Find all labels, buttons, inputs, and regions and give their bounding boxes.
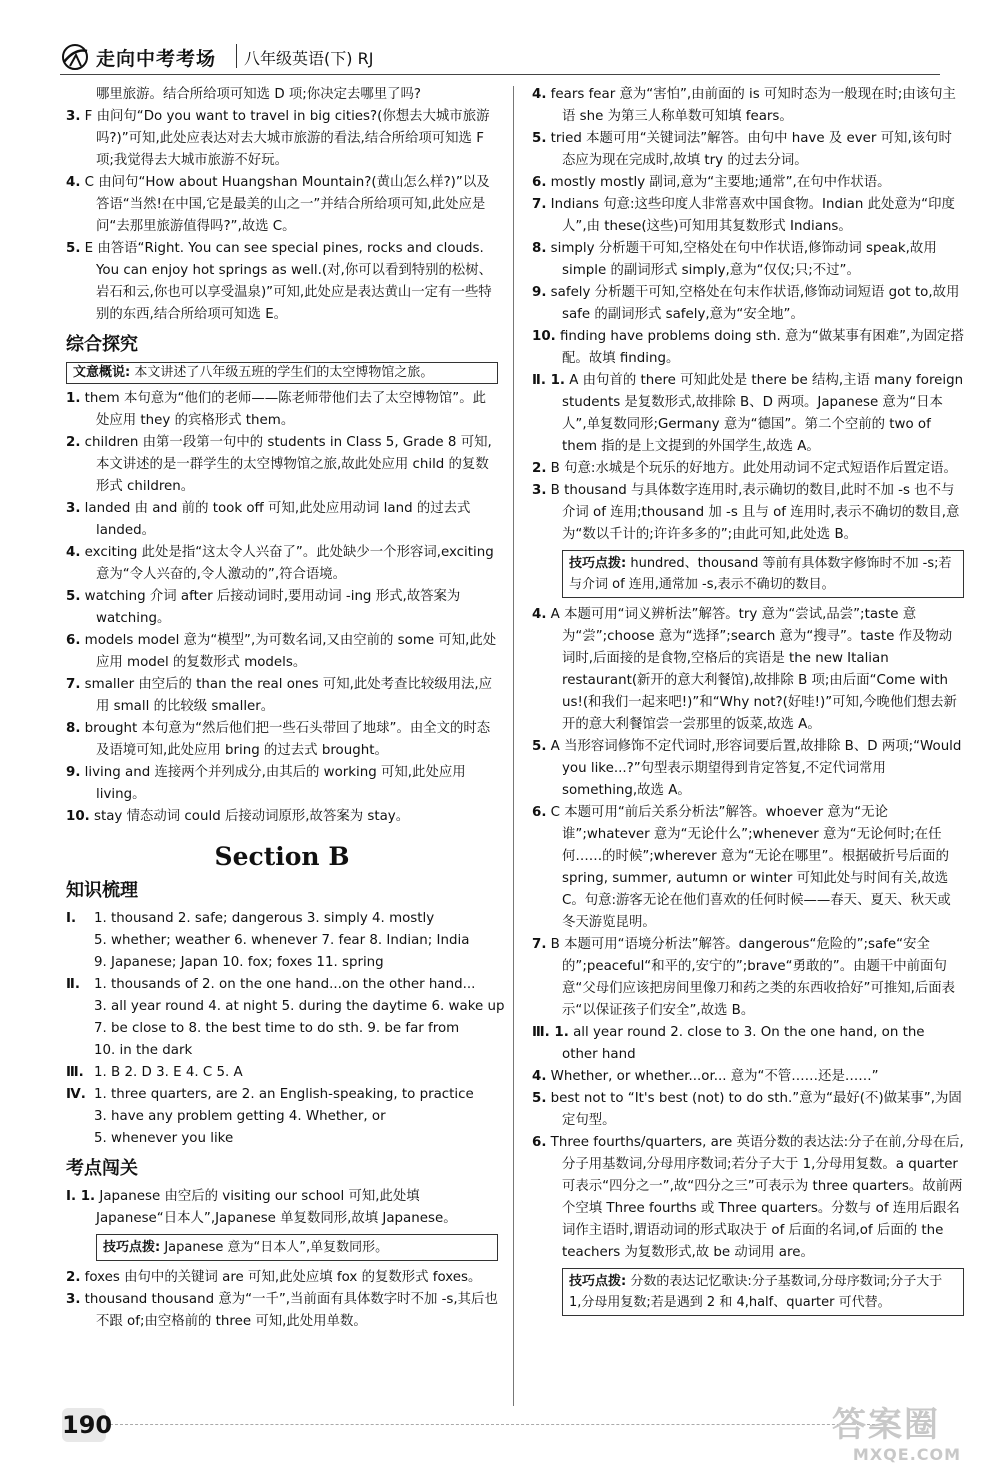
row-text: 1. three quarters, are 2. an English-speaking, to practice [94,1087,474,1102]
item-text: models model 意为“模型”,为可数名词,又由空前的 some 可知,此处应用 model 的复数形式 models。 [84,633,497,670]
summary-box [66,362,498,384]
item-text: landed 由 and 前的 took off 可知,此处应用动词 land 的过去式 landed。 [84,501,471,538]
item-text: safely 分析题干可知,空格处在句末作状语,修饰动词短语 got to,故用 safe 的副词形式 safely,意为“安全地”。 [550,285,960,322]
answer-item [66,172,498,238]
row-number: Ⅲ. [66,1065,84,1080]
item-number: Ⅲ. 1. [532,1025,569,1040]
left-top-items [66,84,498,326]
answer-item [532,1066,964,1088]
item-number: 10. [66,809,90,824]
header-rule [60,74,940,75]
watermark-logo [832,1405,982,1475]
answer-item [66,106,498,172]
item-number: 6. [532,1135,547,1150]
checkpoint-list-2 [66,1267,498,1333]
tip-label: 技巧点拨: [103,1240,161,1255]
row-number: Ⅱ. [66,977,80,992]
heading-knowledge: 知识梳理 [66,880,138,901]
column-divider [513,86,514,1406]
item-text: children 由第一段第一句中的 students in Class 5, Grade 8 可知,本文讲述的是一群学生的太空博物馆之旅,故此处应用 child 的复数形式 children。 [84,435,492,494]
answer-item [532,458,964,480]
knowledge-row [66,1106,498,1128]
answer-item [66,806,498,828]
right-answer-list-4 [532,1022,964,1264]
answer-item [532,84,964,128]
item-number: 2. [66,435,81,450]
knowledge-row [66,908,498,930]
item-text: smaller 由空后的 than the real ones 可知,此处考查比较级用法,应用 small 的比较级 smaller。 [84,677,493,714]
item-text: all year round 2. close to 3. On the one hand, on the other hand [562,1025,925,1062]
footer-rule [110,1424,880,1426]
row-number: Ⅳ. [66,1087,86,1102]
answer-item [532,1088,964,1132]
item-text: mostly mostly 副词,意为“主要地;通常”,在句中作状语。 [550,175,891,190]
page-number: 190 [62,1408,106,1442]
answer-item [66,718,498,762]
row-number: Ⅰ. [66,911,77,926]
row-text: 5. whether; weather 6. whenever 7. fear 8. Indian; India [94,933,470,948]
page-header [60,38,960,82]
item-number: 3. [66,501,81,516]
answer-item [532,604,964,736]
item-text: tried 本题可用“关键词法”解答。由句中 have 及 ever 可知,该句时态应为现在完成时,故填 try 的过去分词。 [550,131,952,168]
item-text: Japanese 由空后的 visiting our school 可知,此处填 Japanese“日本人”,Japanese 单复数同形,故填 Japanese。 [96,1189,457,1226]
answer-item [532,802,964,934]
item-text: A 由句首的 there 可知此处是 there be 结构,主语 many foreign students 是复数形式,故排除 B、D 两项。Japanese 意为“日本人”,单复数同形;Germany 意为“德国”。第二个空前的 two of them 指的是上文提到的外国学生,故选 A。 [562,373,964,454]
answer-item [532,1022,964,1066]
answer-item [66,1267,498,1289]
item-number: 4. [532,607,547,622]
heading-comprehensive: 综合探究 [66,334,138,355]
item-number: 7. [532,197,547,212]
answer-item [532,194,964,238]
item-number: 2. [66,1270,81,1285]
item-text: stay 情态动词 could 后接动词原形,故答案为 stay。 [94,809,410,824]
item-number: 8. [532,241,547,256]
watermark-text: 答案圈 [832,1405,940,1445]
item-text: Whether, or whether...or... 意为“不管……还是……” [550,1069,879,1084]
knowledge-row [66,974,498,996]
answer-item [66,498,498,542]
tip-box [562,1268,964,1316]
item-number: 4. [66,175,81,190]
tip-box [562,550,964,598]
item-number: 7. [66,677,81,692]
answer-item [532,1132,964,1264]
item-text: A 本题可用“词义辨析法”解答。try 意为“尝试,品尝”;taste 意为“尝”;choose 意为“选择”;search 意为“搜寻”。taste 作及物动词时,后面接的是食物,空格后的宾语是 the new Italian restaurant(新开的意大利餐馆),故排除 B 项;由后面“Come with us!(和我们一起来吧!)”和“Why not?(好哇!)”可知,今晚他们想去新开的意大利餐馆尝一尝那里的饭菜,故选 A。 [550,607,957,732]
item-text: best not to “It's best (not) to do sth.”意为“最好(不)做某事”,为固定句型。 [550,1091,962,1128]
row-text: 5. whenever you like [94,1131,234,1146]
item-text: finding have problems doing sth. 意为“做某事有困难”,为固定搭配。故填 finding。 [560,329,964,366]
answer-item [532,370,964,458]
item-number: 6. [66,633,81,648]
knowledge-row [66,1084,498,1106]
brand-logo-icon [60,42,90,72]
knowledge-row [66,996,505,1018]
knowledge-row [66,952,498,974]
answer-item [532,326,964,370]
answer-item [66,630,498,674]
tip-label: 技巧点拨: [569,556,627,571]
knowledge-row [66,1128,498,1150]
item-number: 10. [532,329,556,344]
item-text: exciting 此处是指“这太令人兴奋了”。此处缺少一个形容词,exciting 意为“令人兴奋的,令人激动的”,符合语境。 [84,545,494,582]
item-text: B 句意:水城是个玩乐的好地方。此处用动词不定式短语作后置定语。 [550,461,957,476]
item-text: foxes 由句中的关键词 are 可知,此处应填 fox 的复数形式 foxes。 [84,1270,482,1285]
item-number: 5. [532,131,547,146]
knowledge-row [66,1062,498,1084]
heading-checkpoint: 考点闯关 [66,1158,138,1179]
item-number: 8. [66,721,81,736]
answer-item [532,282,964,326]
item-number: 4. [532,1069,547,1084]
item-number: 5. [66,589,81,604]
item-number: 6. [532,805,547,820]
item-number: 9. [532,285,547,300]
item-number: 5. [532,1091,547,1106]
item-text: watching 介词 after 后接动词时,要用动词 -ing 形式,故答案为 watching。 [84,589,461,626]
subject-label: 八年级英语(下) RJ [244,49,374,68]
knowledge-row [66,1018,498,1040]
item-text: 哪里旅游。结合所给项可知选 D 项;你决定去哪里了吗? [96,87,422,102]
answer-item [66,238,498,326]
item-text: them 本句意为“他们的老师——陈老师带他们去了太空博物馆”。此处应用 they 的宾格形式 them。 [84,391,486,428]
item-text: B thousand 与具体数字连用时,表示确切的数目,此时不加 -s 也不与介词 of 连用;thousand 加 -s 且与 of 连用时,表示不确切的数目,意为“数以千计的;许许多多的”;由此可知,此处选 B。 [550,483,960,542]
answer-item [66,586,498,630]
answer-item [532,480,964,546]
item-text: fears fear 意为“害怕”,由前面的 is 可知时态为一般现在时;由该句主语 she 为第三人称单数可知填 fears。 [550,87,956,124]
item-number: 9. [66,765,81,780]
item-number: 3. [66,1292,81,1307]
answer-item [66,1186,498,1230]
item-number: 5. [66,241,81,256]
item-text: Indians 句意:这些印度人非常喜欢中国食物。Indian 此处意为“印度人”,由 these(这些)可知用其复数形式 Indians。 [550,197,955,234]
watermark-url: MXQE.COM [852,1445,962,1464]
item-text: brought 本句意为“然后他们把一些石头带回了地球”。由全文的时态及语境可知,此处应用 bring 的过去式 brought。 [84,721,491,758]
item-number: 4. [532,87,547,102]
left-answer-list [66,388,498,828]
answer-item [532,238,964,282]
item-number: 6. [532,175,547,190]
item-text: thousand thousand 意为“一千”,当前面有具体数字时不加 -s,其后也不跟 of;由空格前的 three 可知,此处用单数。 [84,1292,498,1329]
row-text: 10. in the dark [94,1043,193,1058]
item-number: Ⅰ. 1. [66,1189,96,1204]
knowledge-row [66,930,498,952]
answer-item [66,432,498,498]
item-text: Three fourths/quarters, are 英语分数的表达法:分子在前,分母在后,分子用基数词,分母用序数词;若分子大于 1,分母用复数。a quarter 可表示“四分之一”,故“四分之三”可表示为 three quarters。故前两个空填 Three fourths 或 Three quarters。分数与 of 连用后跟名词作主语时,谓语动词的形式取决于 of 后面的名词,of 后面的 the teachers 为复数形式,故 be 动词用 are。 [550,1135,964,1260]
right-answer-list-1 [532,84,964,370]
summary-label: 文意概说: [73,365,131,380]
tip-text: 分数的表达记忆歌诀:分子基数词,分母序数词;分子大于 1,分母用复数;若是遇到 2 和 4,half、quarter 可代替。 [569,1274,943,1310]
right-answer-list-3 [532,604,964,1022]
item-number: 2. [532,461,547,476]
row-text: 3. all year round 4. at night 5. during the daytime 6. wake up [94,999,505,1014]
answer-item [66,674,498,718]
row-text: 1. B 2. D 3. E 4. C 5. A [94,1065,243,1080]
item-number: 4. [66,545,81,560]
row-text: 1. thousands of 2. on the one hand...on the other hand... [94,977,476,992]
knowledge-row [66,1040,498,1062]
item-number: 5. [532,739,547,754]
item-number: 1. [66,391,81,406]
item-text: E 由答语“Right. You can see special pines, rocks and clouds. You can enjoy hot springs as well.(对,你可以看到特别的松树、岩石和云,你也可以享受温泉)”可知,此处应是表达黄山一定有一些特别的东西,结合所给项可知选 E。 [84,241,493,322]
answer-item [66,84,498,106]
checkpoint-list [66,1186,498,1230]
right-answer-list-2 [532,370,964,546]
row-text: 7. be close to 8. the best time to do sth. 9. be far from [94,1021,460,1036]
item-number: 3. [66,109,81,124]
row-text: 3. have any problem getting 4. Whether, or [94,1109,386,1124]
brand-title: 走向中考考场 [96,48,217,70]
item-text: living and 连接两个并列成分,由其后的 working 可知,此处应用 living。 [84,765,466,802]
item-text: B 本题可用“语境分析法”解答。dangerous“危险的”;safe“安全的”;peaceful“和平的,安宁的”;brave“勇敢的”。由题干中前面句意“父母们应该把房间里像刀和药之类的东西收拾好”可推知,后面表示“以保证孩子们安全”,故选 B。 [550,937,956,1018]
header-separator [236,44,237,68]
section-title: Section B [214,842,350,871]
item-number: 7. [532,937,547,952]
item-text: C 由问句“How about Huangshan Mountain?(黄山怎么样?)”以及答语“当然!在中国,它是最美的山之一”并结合所给项可知,此处应是问“去那里旅游值得吗?”,故选 C。 [84,175,490,234]
answer-item [532,934,964,1022]
item-text: A 当形容词修饰不定代词时,形容词要后置,故排除 B、D 两项;“Would you like...?”句型表示期望得到肯定答复,不定代词常用 something,故选 A。 [550,739,962,798]
item-number: 3. [532,483,547,498]
answer-item [532,128,964,172]
tip-text: Japanese 意为“日本人”,单复数同形。 [164,1240,389,1255]
row-text: 9. Japanese; Japan 10. fox; foxes 11. spring [94,955,384,970]
summary-text: 本文讲述了八年级五班的学生们的太空博物馆之旅。 [134,365,434,380]
item-text: C 本题可用“前后关系分析法”解答。whoever 意为“无论谁”;whatever 意为“无论什么”;whenever 意为“无论何时;在任何……的时候”;wherever 意为“无论在哪里”。根据破折号后面的 spring, summer, autumn or winter 可知此处与时间有关,故选 C。句意:游客无论在他们喜欢的任何时候——春天、夏天、秋天或冬天游览昆明。 [550,805,951,930]
tip-box [96,1234,498,1261]
item-number: Ⅱ. 1. [532,373,565,388]
answer-item [66,542,498,586]
tip-label: 技巧点拨: [569,1274,627,1289]
answer-item [66,1289,498,1333]
right-column [532,84,964,1322]
tip-text: hundred、thousand 等前有具体数字修饰时不加 -s;若与介词 of 连用,通常加 -s,表示不确切的数目。 [569,556,952,592]
left-column [66,84,505,1333]
item-text: simply 分析题干可知,空格处在句中作状语,修饰动词 speak,故用 simple 的副词形式 simply,意为“仅仅;只;不过”。 [550,241,937,278]
answer-item [66,388,498,432]
knowledge-rows [66,908,505,1150]
answer-item [532,736,964,802]
answer-item [532,172,964,194]
answer-item [66,762,498,806]
row-text: 1. thousand 2. safe; dangerous 3. simply 4. mostly [94,911,435,926]
item-text: F 由问句“Do you want to travel in big cities?(你想去大城市旅游吗?)”可知,此处应表达对去大城市旅游的看法,结合所给项可知选 F 项;我觉得去大城市旅游不好玩。 [84,109,490,168]
